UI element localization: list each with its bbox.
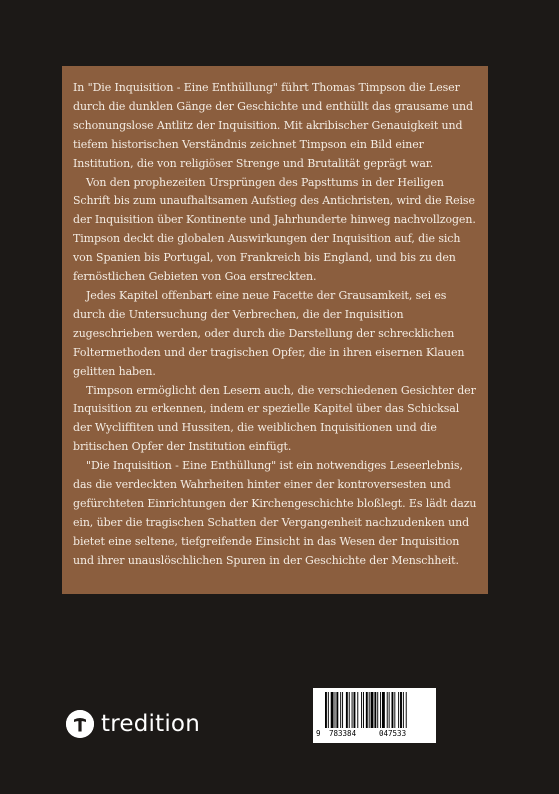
barcode-bar [389,692,390,728]
barcode-bar [349,692,350,728]
barcode-bar [336,692,338,728]
barcode-bar [377,692,378,728]
barcode-bar [325,692,327,728]
barcode-bar [342,692,343,728]
barcode-bar [328,692,329,728]
barcode-bar [387,692,388,728]
barcode-bar [400,692,402,728]
barcode-bar [361,692,362,728]
blurb-paragraph-5: "Die Inquisition - Eine Enthüllung" ist ein notwendiges Leseerlebnis, das die verdeckten Wahrheiten hinter einer der kontroversesten und gefürchteten Einrichtungen der Kirchengeschichte bloßlegt. Es lädt dazu ein, über die tragischen Schatten der Vergangenheit nachzudenken und bietet eine seltene, tiefgreifende Einsicht in das Wesen der Inquisition und ihrer unauslöschlichen Spuren in der Geschichte der Menschheit. [73,459,477,567]
barcode-digits [313,729,436,741]
barcode-bar [371,692,374,728]
barcode-bar [354,692,356,728]
barcode-lead-digit: 9 [316,729,321,738]
barcode-bar [394,692,395,728]
barcode-bar [369,692,370,728]
barcode-bar [392,692,394,728]
barcode-bar [366,692,368,728]
barcode-right-group: 047533 [379,729,407,738]
barcode-left-group: 783384 [329,729,357,738]
barcode-bar [340,692,341,728]
blurb-paragraph-2: Von den prophezeiten Ursprüngen des Papsttums in der Heiligen Schrift bis zum unaufhaltsamen Aufstieg des Antichristen, wird die Reise der Inquisition über Kontinente und Jahrhunderte hinweg nachvollzogen. Timpson deckt die globalen Auswirkungen der Inquisition auf, die sich von Spanien bis Portugal, von Frankreich bis England, und bis zu den fernöstlichen Gebieten von Goa erstreckten. [73,175,476,284]
barcode-bar [406,692,407,728]
barcode-bar [346,692,348,728]
barcode-bar [374,692,376,728]
barcode-bar [331,692,334,728]
barcode-bar [380,692,381,728]
publisher-name: tredition [101,711,200,737]
barcode-bar [352,692,353,728]
barcode-bar [335,692,336,728]
barcode-bar [382,692,385,728]
tredition-logo-icon [66,710,94,738]
blurb-box [62,66,488,594]
isbn-barcode [313,688,436,743]
blurb-paragraph-4: Timpson ermöglicht den Lesern auch, die verschiedenen Gesichter der Inquisition zu erkennen, indem er spezielle Kapitel über das Schicksal der Wycliffiten und Hussiten, die weiblichen Inquisitionen und die britischen Opfer der Institution einfügt. [73,383,476,454]
publisher-logo [66,710,200,738]
blurb-paragraph-1: In "Die Inquisition - Eine Enthüllung" führt Thomas Timpson die Leser durch die dunklen Gänge der Geschichte und enthüllt das grausame und schonungslose Antlitz der Inquisition. Mit akribischer Genauigkeit und tiefem historischen Verständnis zeichnet Timpson ein Bild einer Institution, die von religiöser Strenge und Brutalität geprägt war. [73,81,473,170]
barcode-bar [363,692,364,728]
barcode-bar [403,692,404,728]
blurb-paragraph-3: Jedes Kapitel offenbart eine neue Facette der Grausamkeit, sei es durch die Untersuchung der Verbrechen, die der Inquisition zugeschrieben werden, oder durch die Darstellung der schrecklichen Foltermethoden und der tragischen Opfer, die in ihren eisernen Klauen gelitten haben. [73,288,465,378]
barcode-bar [398,692,399,728]
barcode-bar [357,692,358,728]
